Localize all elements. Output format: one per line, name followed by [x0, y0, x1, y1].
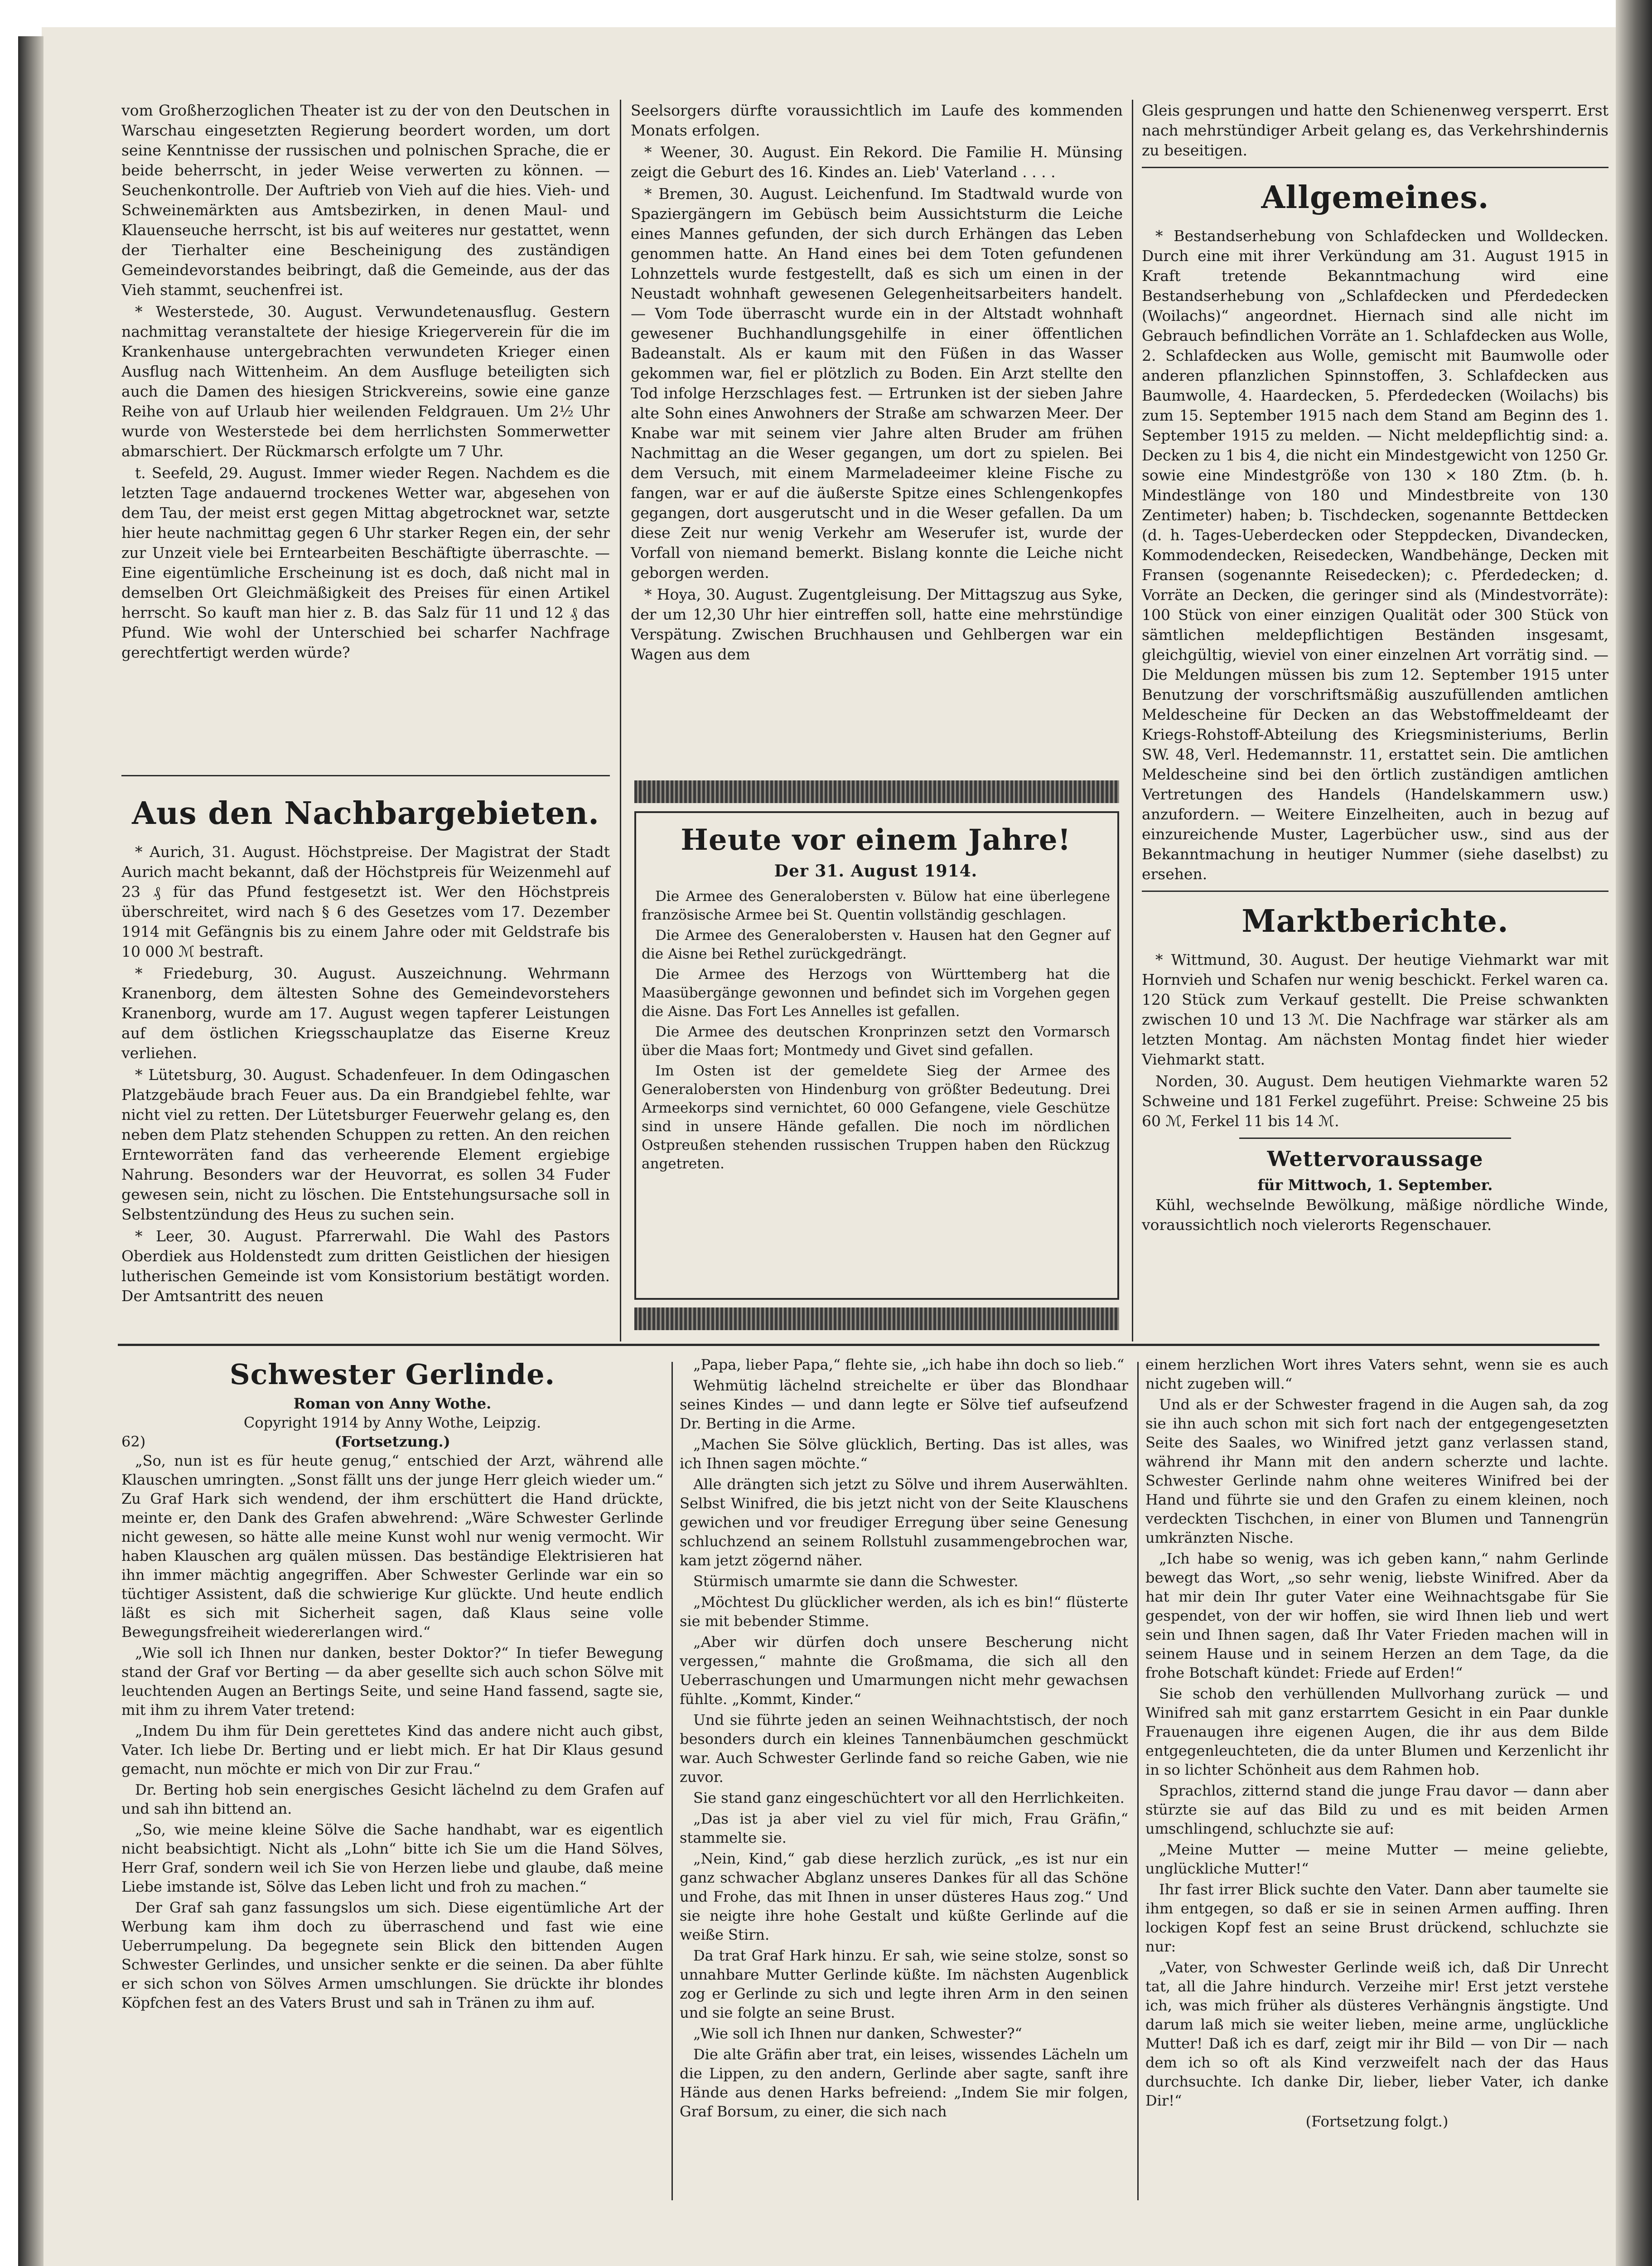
- serial-paragraph: „Indem Du ihm für Dein gerettetes Kind das andere nicht auch gibst, Vater. Ich liebe Dr. Berting und er liebt mich. Er hat Dir Klaus gesund gemacht, nun möchte er mich von Dir zur Frau.“: [121, 1722, 663, 1777]
- serial-paragraph: Und sie führte jeden an seinen Weihnachtstisch, der noch besonders durch ein kleines Tannenbäumchen geschmückt war. Auch Schwester Gerlinde fand so reiche Gaben, wie nie zuvor.: [680, 1711, 1128, 1786]
- serial-paragraph: „So, nun ist es für heute genug,“ entschied der Arzt, während alle Klauschen umringten. „Sonst fällt uns der junge Herr gleich wieder um.“ Zu Graf Hark sich wendend, der ihm erschüttert die Hand drückte, meinte er, den Dank des Grafen abwehrend: „Wäre Schwester Gerlinde nicht gewesen, so hätte alle meine Kunst wohl nur wenig vermocht. Wir haben Klauschen arg quälen müssen. Das beständige Elektrisieren hat ihn immer mächtig angegriffen. Aber Schwester Gerlinde war ein so tüchtiger Assistent, daß die schwierige Kur glückte. Und heute endlich läßt es sich mit Sicherheit sagen, daß Klaus seine volle Bewegungsfreiheit wiedererlangen wird.“: [121, 1452, 663, 1641]
- section-heading: Aus den Nachbargebieten.: [132, 795, 599, 832]
- weather-text: Kühl, wechselnde Bewölkung, mäßige nördliche Winde, voraussichtlich noch vielerorts Regenschauer.: [1142, 1196, 1609, 1234]
- serial-paragraph: „So, wie meine kleine Sölve die Sache handhabt, war es eigentlich nicht beabsichtigt. Nicht als „Lohn“ bitte ich Sie um die Hand Sölves, Herr Graf, sondern weil ich Sie von Herzen liebe und glaube, daß meine Liebe imstande ist, Sölve das Leben licht und froh zu machen.“: [121, 1821, 663, 1895]
- box-paragraph: Im Osten ist der gemeldete Sieg der Armee des Generalobersten von Hindenburg von größter Bedeutung. Drei Armeekorps sind vernichtet, 60 000 Gefangene, viele Geschütze sind in unsere Hände gefallen. Die noch im nördlichen Ostpreußen stehenden russischen Truppen haben den Rückzug angetreten.: [642, 1063, 1110, 1172]
- roman-column-2: [680, 1355, 1128, 2123]
- hatched-bar-bottom: [634, 1307, 1119, 1330]
- column-3: [1142, 101, 1609, 1237]
- article-paragraph: * Bremen, 30. August. Leichenfund. Im Stadtwald wurde von Spaziergängern im Gebüsch beim Aussichtsturm die Leiche eines Mannes gefunden, der sich durch Erhängen das Leben genommen hatte. An Hand eines bei dem Toten gefundenen Lohnzettels wurde festgestellt, daß es sich um einen in der Neustadt wohnhaft gewesenen Gelegenheitsarbeiters handelt. — Vom Tode überrascht wurde ein in der Altstadt wohnhaft gewesener Buchhandlungsgehilfe in einer öffentlichen Badeanstalt. Als er kaum mit den Füßen in das Wasser gekommen war, fiel er plötzlich zu Boden. Ein Arzt stellte den Tod infolge Herzschlages fest. — Ertrunken ist der sieben Jahre alte Sohn eines Anwohners der Straße am schwarzen Meer. Der Knabe war mit seinem vier Jahre alten Bruder am frühen Nachmittag an die Weser gegangen, um dort zu spielen. Bei dem Versuch, mit einem Marmeladeeimer kleine Fische zu fangen, war er auf die äußerste Spitze eines Schlengenkopfes gegangen, dort ausgerutscht und in die Weser gefallen. Da um diese Zeit nur wenig Verkehr am Weserufer ist, wurde der Vorfall von niemand bemerkt. Bislang konnte die Leiche nicht geborgen werden.: [631, 185, 1123, 581]
- serial-paragraph: Sie schob den verhüllenden Mullvorhang zurück — und Winifred sah mit ganz erstarrtem Gesicht in ein Paar dunkle Frauenaugen ihre eigenen Augen, die ihr aus dem Bilde entgegenleuchteten, die da unter Blumen und Kerzenlicht ihr in so lichter Schönheit aus dem Rahmen hob.: [1145, 1685, 1609, 1778]
- article-paragraph: Gleis gesprungen und hatte den Schienenweg versperrt. Erst nach mehrstündiger Arbeit gelang es, das Verkehrshindernis zu beseitigen.: [1142, 102, 1609, 159]
- section-rule: [1239, 1138, 1511, 1139]
- serial-author: Roman von Anny Wothe.: [293, 1395, 492, 1412]
- serial-paragraph: „Das ist ja aber viel zu viel für mich, Frau Gräfin,“ stammelte sie.: [680, 1810, 1128, 1846]
- column-rule-right: [1132, 100, 1133, 1341]
- serial-to-be-continued: (Fortsetzung folgt.): [1305, 2113, 1449, 2130]
- serial-paragraph: „Vater, von Schwester Gerlinde weiß ich, daß Dir Unrecht tat, all die Jahre hindurch. Verzeihe mir! Erst jetzt verstehe ich, was mich früher als düsteres Verhängnis ängstigte. Und darum laß mich sie weiter lieben, meine arme, unglückliche Mutter! Daß ich es darf, zeigt mir ihr Bild — von Dir — nach dem ich so oft als Kind verzweifelt nach der das Haus durchsuchte. Ich danke Dir, lieber, lieber Vater, ich danke Dir!“: [1145, 1959, 1609, 2109]
- section-heading: Heute vor einem Jahre!: [681, 823, 1071, 857]
- roman-column-3: [1145, 1355, 1609, 2131]
- column-1-nachbar: [121, 784, 610, 1308]
- article-paragraph: Seelsorgers dürfte voraussichtlich im Laufe des kommenden Monats erfolgen.: [631, 102, 1123, 139]
- box-paragraph: Die Armee des deutschen Kronprinzen setzt den Vormarsch über die Maas fort; Montmedy und Givet sind gefallen.: [642, 1024, 1110, 1059]
- section-rule: [1142, 891, 1609, 892]
- serial-paragraph: Da trat Graf Hark hinzu. Er sah, wie seine stolze, sonst so unnahbare Mutter Gerlinde küßte. Im nächsten Augenblick zog er Gerlinde zu sich und legte ihren Arm in den seinen und sie folgte an seine Brust.: [680, 1947, 1128, 2021]
- page-binding-edge: [18, 36, 43, 2266]
- serial-paragraph: Dr. Berting hob sein energisches Gesicht lächelnd zu dem Grafen auf und sah ihn bittend an.: [121, 1781, 663, 1817]
- serial-paragraph: Wehmütig lächelnd streichelte er über das Blondhaar seines Kindes — und dann legte er Sölve tief aufseufzend Dr. Berting in die Arme.: [680, 1377, 1128, 1432]
- serial-paragraph: „Machen Sie Sölve glücklich, Berting. Das ist alles, was ich Ihnen sagen möchte.“: [680, 1436, 1128, 1472]
- column-rule-left: [620, 100, 621, 1341]
- article-paragraph: Norden, 30. August. Dem heutigen Viehmarkte waren 52 Schweine und 181 Ferkel zugeführt. Preise: Schweine 25 bis 60 ℳ, Ferkel 11 bis 14 ℳ.: [1142, 1072, 1609, 1130]
- serial-paragraph: Stürmisch umarmte sie dann die Schwester.: [693, 1573, 1019, 1590]
- column-1-top: [121, 101, 610, 664]
- serial-paragraph: einem herzlichen Wort ihres Vaters sehnt, wenn sie es auch nicht zugeben will.“: [1145, 1356, 1609, 1392]
- serial-number: 62): [121, 1433, 146, 1450]
- roman-column-1: [121, 1355, 663, 2014]
- box-paragraph: Die Armee des Generalobersten v. Bülow hat eine überlegene französische Armee bei St. Quentin vollständig geschlagen.: [642, 888, 1110, 923]
- article-paragraph: * Weener, 30. August. Ein Rekord. Die Familie H. Münsing zeigt die Geburt des 16. Kindes an. Lieb' Vaterland . . . .: [631, 143, 1123, 181]
- serial-paragraph: Alle drängten sich jetzt zu Sölve und ihrem Auserwählten. Selbst Winifred, die bis jetzt nicht von der Seite Klauschens gewichen und vor freudiger Erregung über seine Genesung schluchzend an seinem Rollstuhl zusammengebrochen war, kam jetzt zögernd näher.: [680, 1476, 1128, 1569]
- section-divider-roman: [118, 1344, 1599, 1346]
- serial-paragraph: „Möchtest Du glücklicher werden, als ich es bin!“ flüsterte sie mit bebender Stimme.: [680, 1593, 1128, 1630]
- serial-title: Schwester Gerlinde.: [229, 1358, 555, 1391]
- section-rule: [1142, 167, 1609, 168]
- page-fold-edge: [1616, 0, 1652, 2266]
- serial-paragraph: Sie stand ganz eingeschüchtert vor all den Herrlichkeiten.: [693, 1789, 1125, 1806]
- article-paragraph: vom Großherzoglichen Theater ist zu der von den Deutschen in Warschau eingesetzten Regierung beordert worden, um dort seine Kenntnisse der russischen und polnischen Sprache, die er beide beherrscht, in jeder Weise verwerten zu können. — Seuchenkontrolle. Der Auftrieb von Vieh auf die hies. Vieh- und Schweinemärkten aus Amtsbezirken, in denen Maul- und Klauenseuche herrscht, ist bis auf weiteres nur gestattet, wenn der Tierhalter eine Bescheinigung des zuständigen Gemeindevorstandes beibringt, daß die Gemeinde, aus der das Vieh stammt, seuchenfrei ist.: [121, 102, 610, 299]
- serial-paragraph: Der Graf sah ganz fassungslos um sich. Diese eigentümliche Art der Werbung kam ihm doch zu überraschend und fast wie eine Ueberrumpelung. Da begegnete sein Blick den bittenden Augen Schwester Gerlindes, und unsicher senkte er die seinen. Da aber fühlte er sich schon von Sölves Armen umschlungen. Sie drückte ihr blondes Köpfchen fest an des Vaters Brust und sah in Tränen zu ihm auf.: [121, 1899, 663, 2011]
- serial-paragraph: „Wie soll ich Ihnen nur danken, bester Doktor?“ In tiefer Bewegung stand der Graf vor Berting — da aber gesellte sich auch schon Sölve mit leuchtenden Augen an Bertings Seite, und seine Hand fassend, sagte sie, mit ihm zu ihrem Vater tretend:: [121, 1644, 663, 1719]
- column-2-top: [631, 101, 1123, 666]
- column-rule-roman-right: [1137, 1362, 1139, 2200]
- section-heading: Marktberichte.: [1241, 903, 1509, 939]
- article-paragraph: * Lütetsburg, 30. August. Schadenfeuer. In dem Odingaschen Platzgebäude brach Feuer aus. Da ein Brandgiebel fehlte, war nicht viel zu retten. Der Lütetsburger Feuerwehr gelang es, den neben dem Platz stehenden Schuppen zu retten. An den reichen Ernteworräten fand das verheerende Element ergiebige Nahrung. Besonders war der Heuvorrat, es sollen 34 Fuder gewesen sein, nicht zu löschen. Die Entstehungsursache soll in Selbstentzündung des Heus zu suchen sein.: [121, 1066, 610, 1223]
- serial-header-line: [121, 1432, 663, 1451]
- heute-content: [642, 816, 1110, 1175]
- serial-paragraph: „Nein, Kind,“ gab diese herzlich zurück, „es ist nur ein ganz schwacher Abglanz unseres Dankes für all das Schöne und Frohe, das mit Ihnen in unser düsteres Haus zog.“ Und sie neigte ihre hohe Gestalt und küßte Gerlinde auf die weiße Stirn.: [680, 1850, 1128, 1943]
- serial-paragraph: „Ich habe so wenig, was ich geben kann,“ nahm Gerlinde bewegt das Wort, „so sehr wenig, liebste Winifred. Aber da hat mir dein Ihr guter Vater eine Weihnachtsgabe für Sie gespendet, von der wir hoffen, sie wird Ihnen lieb und wert sein und Ihnen sagen, daß Ihr Vater Frieden machen will in seinem Hause und in seinem Herzen an dem Tage, da die frohe Botschaft kündet: Friede auf Erden!“: [1145, 1550, 1609, 1681]
- article-paragraph: * Bestandserhebung von Schlafdecken und Wolldecken. Durch eine mit ihrer Verkündung am 31. August 1915 in Kraft tretende Bekanntmachung wird eine Bestandserhebung von „Schlafdecken und Pferdedecken (Woilachs)“ angeordnet. Hiernach sind alle nicht im Gebrauch befindlichen Vorräte an 1. Schlafdecken aus Wolle, 2. Schlafdecken aus Wolle, gemischt mit Baumwolle oder anderen pflanzlichen Spinnstoffen, 3. Schlafdecken aus Baumwolle, 4. Haardecken, 5. Pferdedecken (Woilachs) bis zum 15. September 1915 nach dem Stand am Beginn des 1. September 1915 zu melden. — Nicht meldepflichtig sind: a. Decken zu 1 bis 4, die nicht ein Mindestgewicht von 1250 Gr. sowie eine Mindestgröße von 130 × 180 Ztm. (b. h. Mindestlänge von 180 und Mindestbreite von 130 Zentimeter) haben; b. Tischdecken, sogenannte Bettdecken (d. h. Tages-Ueberdecken oder Steppdecken, Divandecken, Kommodendecken, Reisedecken, Wandbehänge, Decken mit Fransen (sogenannte Reisedecken); c. Pferdedecken; d. Vorräte an Decken, die geringer sind als (Mindestvorräte): 100 Stück von einer einzigen Qualität oder 300 Stück von sämtlichen meldepflichtigen Beständen insgesamt, gleichgültig, wieviel von einer einzelnen Art vorrätig sind. — Die Meldungen müssen bis zum 12. September 1915 unter Benutzung der vorschriftsmäßig auszufüllenden amtlichen Meldescheine für Decken an das Webstoffmeldeamt der Kriegs-Rohstoff-Abteilung des Kriegsministeriums, Berlin SW. 48, Verl. Hedemannstr. 11, erstattet sein. Die amtlichen Meldescheine sind bei den örtlich zuständigen amtlichen Vertretungen des Handels (Handelskammern usw.) anzufordern. — Weitere Einzelheiten, auch in bezug auf einzureichende Muster, Lagerbücher usw., sind aus der Bekanntmachung in heutiger Nummer (siehe daselbst) zu ersehen.: [1142, 227, 1609, 883]
- box-paragraph: Die Armee des Generalobersten v. Hausen hat den Gegner auf die Aisne bei Rethel zurückgedrängt.: [642, 927, 1110, 962]
- article-paragraph: * Hoya, 30. August. Zugentgleisung. Der Mittagszug aus Syke, der um 12,30 Uhr hier eintreffen soll, hatte eine mehrstündige Verspätung. Zwischen Bruchhausen und Gehlbergen war ein Wagen aus dem: [631, 586, 1123, 663]
- box-paragraph: Die Armee des Herzogs von Württemberg hat die Maasübergänge gewonnen und befindet sich im Vorgehen gegen die Aisne. Das Fort Les Annelles ist gefallen.: [642, 966, 1110, 1020]
- article-paragraph: * Westerstede, 30. August. Verwundetenausflug. Gestern nachmittag veranstaltete der hiesige Kriegerverein für die im Krankenhause untergebrachten verwundeten Krieger einen Ausflug nach Wittenheim. An dem Ausfluge beteiligten sich auch die Damen des hiesigen Strickvereins, sowie eine ganze Reihe von auf Urlaub hier weilenden Feldgrauen. Um 2½ Uhr wurde von Westerstede bei dem herrlichsten Sommerwetter abmarschiert. Der Rückmarsch erfolgte um 7 Uhr.: [121, 303, 610, 460]
- serial-paragraph: „Papa, lieber Papa,“ flehte sie, „ich habe ihn doch so lieb.“: [693, 1356, 1125, 1373]
- serial-paragraph: „Wie soll ich Ihnen nur danken, Schwester?“: [693, 2025, 1022, 2042]
- column-rule-roman-left: [671, 1362, 673, 2200]
- section-heading: Allgemeines.: [1261, 179, 1489, 216]
- weather-heading: Wettervoraussage: [1267, 1147, 1483, 1171]
- article-paragraph: * Wittmund, 30. August. Der heutige Viehmarkt war mit Hornvieh und Schafen nur wenig beschickt. Ferkel waren ca. 120 Stück zum Verkauf gestellt. Die Preise schwankten zwischen 10 und 13 ℳ. Die Nachfrage war stärker als am letzten Montag. Am nächsten Montag findet hier wieder Viehmarkt statt.: [1142, 951, 1609, 1068]
- article-paragraph: * Friedeburg, 30. August. Auszeichnung. Wehrmann Kranenborg, dem ältesten Sohne des Gemeindevorstehers Kranenborg, wurde am 17. August wegen tapferer Leistungen auf dem östlichen Kriegsschauplatze das Eiserne Kreuz verliehen.: [121, 964, 610, 1062]
- serial-paragraph: Die alte Gräfin aber trat, ein leises, wissendes Lächeln um die Lippen, zu den andern, Gerlinde aber sagte, sanft ihre Hände aus denen Harks befreiend: „Indem Sie mir folgen, Graf Borsum, zu einer, die sich nach: [680, 2046, 1128, 2120]
- serial-paragraph: Und als er der Schwester fragend in die Augen sah, da zog sie ihn auch schon mit sich fort nach der entgegengesetzten Seite des Saales, wo Winifred jetzt ganz verlassen stand, während ihr Mann mit den andern scherzte und lachte. Schwester Gerlinde nahm ohne weiteres Winifred bei der Hand und führte sie und den Grafen zu einem kleinen, noch verdeckten Tischchen, in einer von Blumen und Tannengrün umkränzten Nische.: [1145, 1396, 1609, 1546]
- serial-continued: (Fortsetzung.): [334, 1433, 450, 1450]
- serial-paragraph: „Meine Mutter — meine Mutter — meine geliebte, unglückliche Mutter!“: [1145, 1841, 1609, 1877]
- serial-paragraph: Sprachlos, zitternd stand die junge Frau davor — dann aber stürzte sie auf das Bild zu und es mit beiden Armen umschlingend, schluchzte sie auf:: [1145, 1782, 1609, 1837]
- weather-subheading: für Mittwoch, 1. September.: [1257, 1176, 1493, 1194]
- hatched-bar-top: [634, 780, 1119, 803]
- article-paragraph: t. Seefeld, 29. August. Immer wieder Regen. Nachdem es die letzten Tage andauernd trockenes Wetter war, abgesehen von dem Tau, der meist erst gegen Mittag abgetrocknet war, setzte hier heute nachmittag gegen 6 Uhr starker Regen ein, der sehr zur Unzeit viele bei Erntearbeiten Beschäftigte überraschte. — Eine eigentümliche Erscheinung ist es doch, daß nicht mal in demselben Ort Gleichmäßigkeit des Preises für einen Artikel herrscht. So kauft man hier z. B. das Salz für 11 und 12 ₰ das Pfund. Wie wohl der Unterschied bei scharfer Nachfrage gerechtfertigt werden würde?: [121, 464, 610, 661]
- article-paragraph: * Leer, 30. August. Pfarrerwahl. Die Wahl des Pastors Oberdiek aus Holdenstedt zum dritten Geistlichen der hiesigen lutherischen Gemeinde ist vom Konsistorium bestätigt worden. Der Amtsantritt des neuen: [121, 1227, 610, 1305]
- serial-copyright: Copyright 1914 by Anny Wothe, Leipzig.: [243, 1414, 541, 1431]
- article-paragraph: * Aurich, 31. August. Höchstpreise. Der Magistrat der Stadt Aurich macht bekannt, daß der Höchstpreis für Weizenmehl auf 23 ₰ für das Pfund festgesetzt ist. Wer den Höchstpreis überschreitet, wird nach § 6 des Gesetzes vom 17. Dezember 1914 mit Gefängnis bis zu einem Jahre oder mit Geldstrafe bis 10 000 ℳ bestraft.: [121, 843, 610, 960]
- serial-paragraph: Ihr fast irrer Blick suchte den Vater. Dann aber taumelte sie ihm entgegen, so daß er sie in seinen Armen auffing. Ihren lockigen Kopf fest an seine Brust drückend, schluchzte sie nur:: [1145, 1881, 1609, 1955]
- section-rule: [121, 775, 610, 776]
- box-date: Der 31. August 1914.: [774, 862, 978, 881]
- serial-paragraph: „Aber wir dürfen doch unsere Bescherung nicht vergessen,“ mahnte die Großmama, die sich all den Ueberraschungen und Umarmungen nicht mehr gewachsen fühlte. „Kommt, Kinder.“: [680, 1633, 1128, 1708]
